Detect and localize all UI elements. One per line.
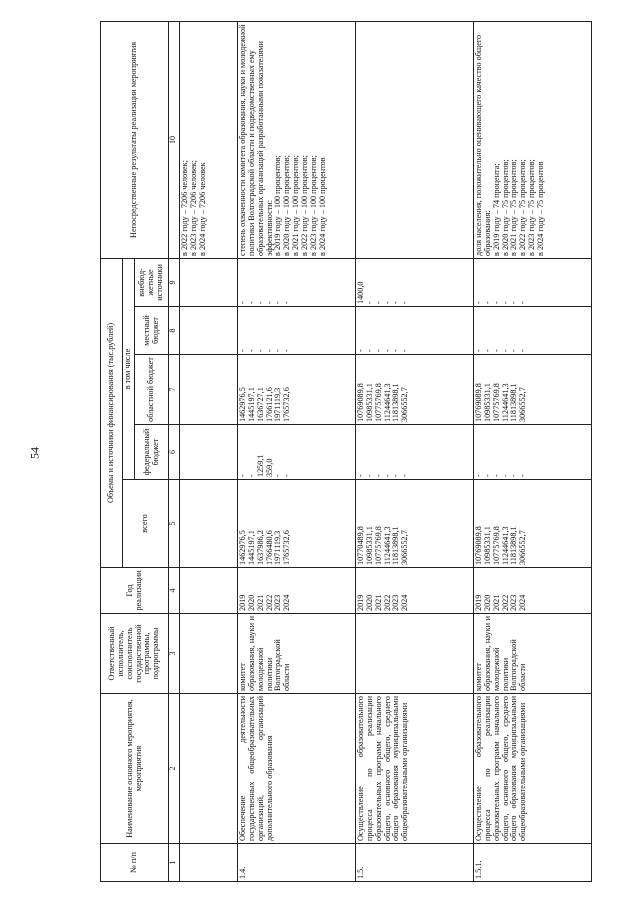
years-value: 2023 <box>509 594 519 611</box>
results <box>180 21 238 258</box>
local-budget-value: - <box>482 349 492 352</box>
local-budget-value: - <box>518 349 528 352</box>
years <box>474 568 592 614</box>
landscape-sheet <box>100 22 640 882</box>
activity-name: Обеспечение деятельности государственных общеобразовательных организаций, организаций дополнительного образования <box>238 694 356 844</box>
row-number: 1.5. <box>356 844 474 882</box>
results-line: в 2019 году – 74 процента; <box>491 163 501 256</box>
years-value: 2021 <box>491 594 501 611</box>
results-line: в 2023 году – 7206 человек; <box>188 160 198 256</box>
results-line: в 2022 году – 75 процентов; <box>518 159 528 256</box>
results <box>356 21 474 258</box>
local-budget-value: - <box>509 349 519 352</box>
years <box>180 568 238 614</box>
extra-budget <box>180 258 238 306</box>
total-funding-value: 1462976,5 <box>238 530 247 565</box>
federal-budget-value: - <box>364 474 374 477</box>
total-funding <box>474 480 592 568</box>
extra-budget-value: - <box>500 301 510 304</box>
table-row <box>180 21 238 881</box>
header-executor: Ответственный исполнитель, соисполнитель государственной программы, подпрограммы <box>101 614 169 694</box>
header-name: Наименование основного мероприятия, мероприятия <box>101 694 169 844</box>
total-funding-value: 11813898,1 <box>391 526 401 565</box>
header-extra: внебюд-жетные источники <box>135 258 169 306</box>
local-budget <box>356 307 474 355</box>
total-funding-value: 10775769,8 <box>373 526 383 565</box>
local-budget-value: - <box>391 349 401 352</box>
extra-budget-value: 1400,0 <box>356 281 365 304</box>
federal-budget-value: - <box>373 474 383 477</box>
regional-budget-value: 10769089,8 <box>474 383 483 422</box>
years-value: 2020 <box>246 594 256 611</box>
total-funding-value: 10769089,8 <box>474 526 483 565</box>
local-budget <box>238 307 356 355</box>
regional-budget <box>356 355 474 425</box>
total-funding-value: 1637986,2 <box>255 530 265 565</box>
local-budget-value: - <box>246 349 256 352</box>
extra-budget-value: - <box>400 301 410 304</box>
extra-budget-value: - <box>482 301 492 304</box>
regional-budget-value: 1766121,6 <box>264 387 274 422</box>
results-line: в 2024 году – 75 процентов <box>536 161 546 256</box>
years-value: 2023 <box>391 594 401 611</box>
total-funding-value: 11244641,3 <box>382 526 392 565</box>
total-funding-value: 3066552,7 <box>518 530 528 565</box>
extra-budget-value: - <box>518 301 528 304</box>
regional-budget <box>474 355 592 425</box>
regional-budget-value: 3066552,7 <box>400 387 410 422</box>
years <box>356 568 474 614</box>
years-value: 2020 <box>364 594 374 611</box>
program-table <box>100 21 592 882</box>
federal-budget-value: - <box>238 474 247 477</box>
table-row <box>356 21 474 881</box>
column-number: 2 <box>169 694 180 844</box>
activity-name: Осуществление образовательного процесса по реализации образовательных программ начального общего, основного общего, среднего общего образования муниципальными общеобразовательными организациями <box>356 694 474 844</box>
years-value: 2019 <box>474 594 483 611</box>
years-value: 2020 <box>482 594 492 611</box>
column-number: 10 <box>169 21 180 258</box>
local-budget-value: - <box>364 349 374 352</box>
results-line: в 2023 году – 100 процентов; <box>308 155 318 256</box>
total-funding-value: 10770489,8 <box>356 526 365 565</box>
total-funding-value: 11244641,3 <box>500 526 510 565</box>
total-funding <box>356 480 474 568</box>
results-line: в 2019 году – 100 процентов; <box>273 155 283 256</box>
federal-budget-value: 359,0 <box>264 458 274 477</box>
results-line: в 2024 году – 7206 человек <box>197 162 207 256</box>
results-line: в 2020 году – 100 процентов; <box>282 155 292 256</box>
column-number: 1 <box>169 844 180 882</box>
regional-budget-value: 11813898,1 <box>391 383 401 422</box>
table-row <box>474 21 592 881</box>
regional-budget-value: 11813898,1 <box>509 383 519 422</box>
years-value: 2019 <box>356 594 365 611</box>
header-year: Год реализации <box>101 568 169 614</box>
column-number: 9 <box>169 258 180 306</box>
years-value: 2024 <box>400 594 410 611</box>
federal-budget <box>474 425 592 480</box>
local-budget-value: - <box>238 349 247 352</box>
local-budget-value: - <box>264 349 274 352</box>
years-value: 2024 <box>282 594 292 611</box>
header-total: всего <box>123 480 169 568</box>
federal-budget-value: - <box>246 474 256 477</box>
years-value: 2024 <box>518 594 528 611</box>
years-value: 2019 <box>238 594 247 611</box>
total-funding-value: 1766480,6 <box>264 530 274 565</box>
regional-budget-value: 10985331,1 <box>364 383 374 422</box>
extra-budget-value: - <box>364 301 374 304</box>
extra-budget-value: - <box>391 301 401 304</box>
column-number: 3 <box>169 614 180 694</box>
header-including: в том числе <box>123 258 135 479</box>
column-number: 5 <box>169 480 180 568</box>
regional-budget <box>238 355 356 425</box>
regional-budget <box>180 355 238 425</box>
local-budget <box>474 307 592 355</box>
total-funding-value: 1765732,6 <box>282 530 292 565</box>
page-number: 54 <box>27 447 42 459</box>
extra-budget-value: - <box>491 301 501 304</box>
results-line: в 2024 году – 100 процентов <box>317 157 327 256</box>
extra-budget-value: - <box>282 301 292 304</box>
header-no: № п/п <box>101 844 169 882</box>
results-line: в 2022 году – 100 процентов; <box>300 155 310 256</box>
executor <box>356 614 474 694</box>
years-value: 2021 <box>373 594 383 611</box>
federal-budget-value: - <box>282 474 292 477</box>
federal-budget-value: - <box>482 474 492 477</box>
years <box>238 568 356 614</box>
years-value: 2022 <box>264 594 274 611</box>
federal-budget <box>356 425 474 480</box>
regional-budget-value: 11244641,3 <box>500 383 510 422</box>
extra-budget-value: - <box>246 301 256 304</box>
header-funding: Объемы и источники финансирования (тыс.рублей) <box>101 258 123 567</box>
results <box>238 21 356 258</box>
total-funding-value: 1445197,1 <box>246 530 256 565</box>
total-funding-value: 3066552,7 <box>400 530 410 565</box>
results-line: в 2021 году – 75 процентов; <box>509 159 519 256</box>
header-local: местный бюджет <box>135 307 169 355</box>
extra-budget-value: - <box>255 301 265 304</box>
total-funding-value: 10985331,1 <box>482 526 492 565</box>
regional-budget-value: 1765732,6 <box>282 387 292 422</box>
results-line: в 2021 году – 100 процентов; <box>291 155 301 256</box>
total-funding-value: 10985331,1 <box>364 526 374 565</box>
local-budget <box>180 307 238 355</box>
local-budget-value: - <box>491 349 501 352</box>
column-number: 8 <box>169 307 180 355</box>
years-value: 2023 <box>273 594 283 611</box>
federal-budget <box>180 425 238 480</box>
activity-name <box>180 694 238 844</box>
column-number: 4 <box>169 568 180 614</box>
federal-budget-value: - <box>391 474 401 477</box>
local-budget-value: - <box>356 349 365 352</box>
regional-budget-value: 1445197,1 <box>246 387 256 422</box>
results-line: в 2022 году – 7206 человек; <box>180 160 189 256</box>
extra-budget <box>238 258 356 306</box>
executor: комитет образования, науки и молодежной политики Волгоградской области <box>238 614 356 694</box>
regional-budget-value: 1462976,5 <box>238 387 247 422</box>
header-regional: областной бюджет <box>135 355 169 425</box>
header-federal: федеральный бюджет <box>135 425 169 480</box>
regional-budget-value: 3066552,7 <box>518 387 528 422</box>
regional-budget-value: 1636727,1 <box>255 387 265 422</box>
extra-budget-value: - <box>373 301 383 304</box>
local-budget-value: - <box>500 349 510 352</box>
regional-budget-value: 10775769,8 <box>491 383 501 422</box>
table-body <box>180 21 592 881</box>
federal-budget <box>238 425 356 480</box>
local-budget-value: - <box>255 349 265 352</box>
executor: комитет образования, науки и молодежной политики Волгоградской области <box>474 614 592 694</box>
local-budget-value: - <box>373 349 383 352</box>
row-number <box>180 844 238 882</box>
federal-budget-value: - <box>500 474 510 477</box>
extra-budget-value: - <box>382 301 392 304</box>
regional-budget-value: 1971119,3 <box>273 387 283 422</box>
extra-budget-value: - <box>273 301 283 304</box>
federal-budget-value: 1259,1 <box>255 454 265 477</box>
regional-budget-value: 11244641,3 <box>382 383 392 422</box>
regional-budget-value: 10769089,8 <box>356 383 365 422</box>
table-row <box>238 21 356 881</box>
federal-budget-value: - <box>509 474 519 477</box>
extra-budget <box>356 258 474 306</box>
total-funding-value: 11813898,1 <box>509 526 519 565</box>
results <box>474 21 592 258</box>
column-number: 6 <box>169 425 180 480</box>
extra-budget-value: - <box>474 301 483 304</box>
local-budget-value: - <box>474 349 483 352</box>
regional-budget-value: 10985331,1 <box>482 383 492 422</box>
results-line: в 2023 году – 75 процентов; <box>527 159 537 256</box>
activity-name: Осуществление образовательного процесса по реализации образовательных программ начального общего, основного общего, среднего общего образования муниципальными общеобразовательными организациями <box>474 694 592 844</box>
column-number: 7 <box>169 355 180 425</box>
federal-budget-value: - <box>518 474 528 477</box>
results-line: степень охваченности комитета образования, науки и молодежной политики Волгоградской области и подведомственных ему образовательных организаций разработанными показателями эффективности: <box>238 24 274 256</box>
executor <box>180 614 238 694</box>
column-number-row <box>169 21 180 881</box>
extra-budget-value: - <box>509 301 519 304</box>
years-value: 2022 <box>500 594 510 611</box>
local-budget-value: - <box>400 349 410 352</box>
total-funding-value: 10775769,8 <box>491 526 501 565</box>
local-budget-value: - <box>282 349 292 352</box>
local-budget-value: - <box>382 349 392 352</box>
extra-budget-value: - <box>238 301 247 304</box>
row-number: 1.4. <box>238 844 356 882</box>
extra-budget-value: - <box>264 301 274 304</box>
row-number: 1.5.1. <box>474 844 592 882</box>
regional-budget-value: 10775769,8 <box>373 383 383 422</box>
total-funding <box>238 480 356 568</box>
header-results: Непосредственные результаты реализации мероприятия <box>101 21 169 258</box>
local-budget-value: - <box>273 349 283 352</box>
extra-budget <box>474 258 592 306</box>
results-line: доля населения, положительно оценивающего качество общего образования: <box>474 34 492 256</box>
federal-budget-value: - <box>273 474 283 477</box>
federal-budget-value: - <box>356 474 365 477</box>
results-line: в 2020 году – 75 процентов; <box>500 159 510 256</box>
federal-budget-value: - <box>400 474 410 477</box>
total-funding <box>180 480 238 568</box>
years-value: 2022 <box>382 594 392 611</box>
federal-budget-value: - <box>491 474 501 477</box>
federal-budget-value: - <box>474 474 483 477</box>
federal-budget-value: - <box>382 474 392 477</box>
years-value: 2021 <box>255 594 265 611</box>
total-funding-value: 1971119,3 <box>273 530 283 565</box>
